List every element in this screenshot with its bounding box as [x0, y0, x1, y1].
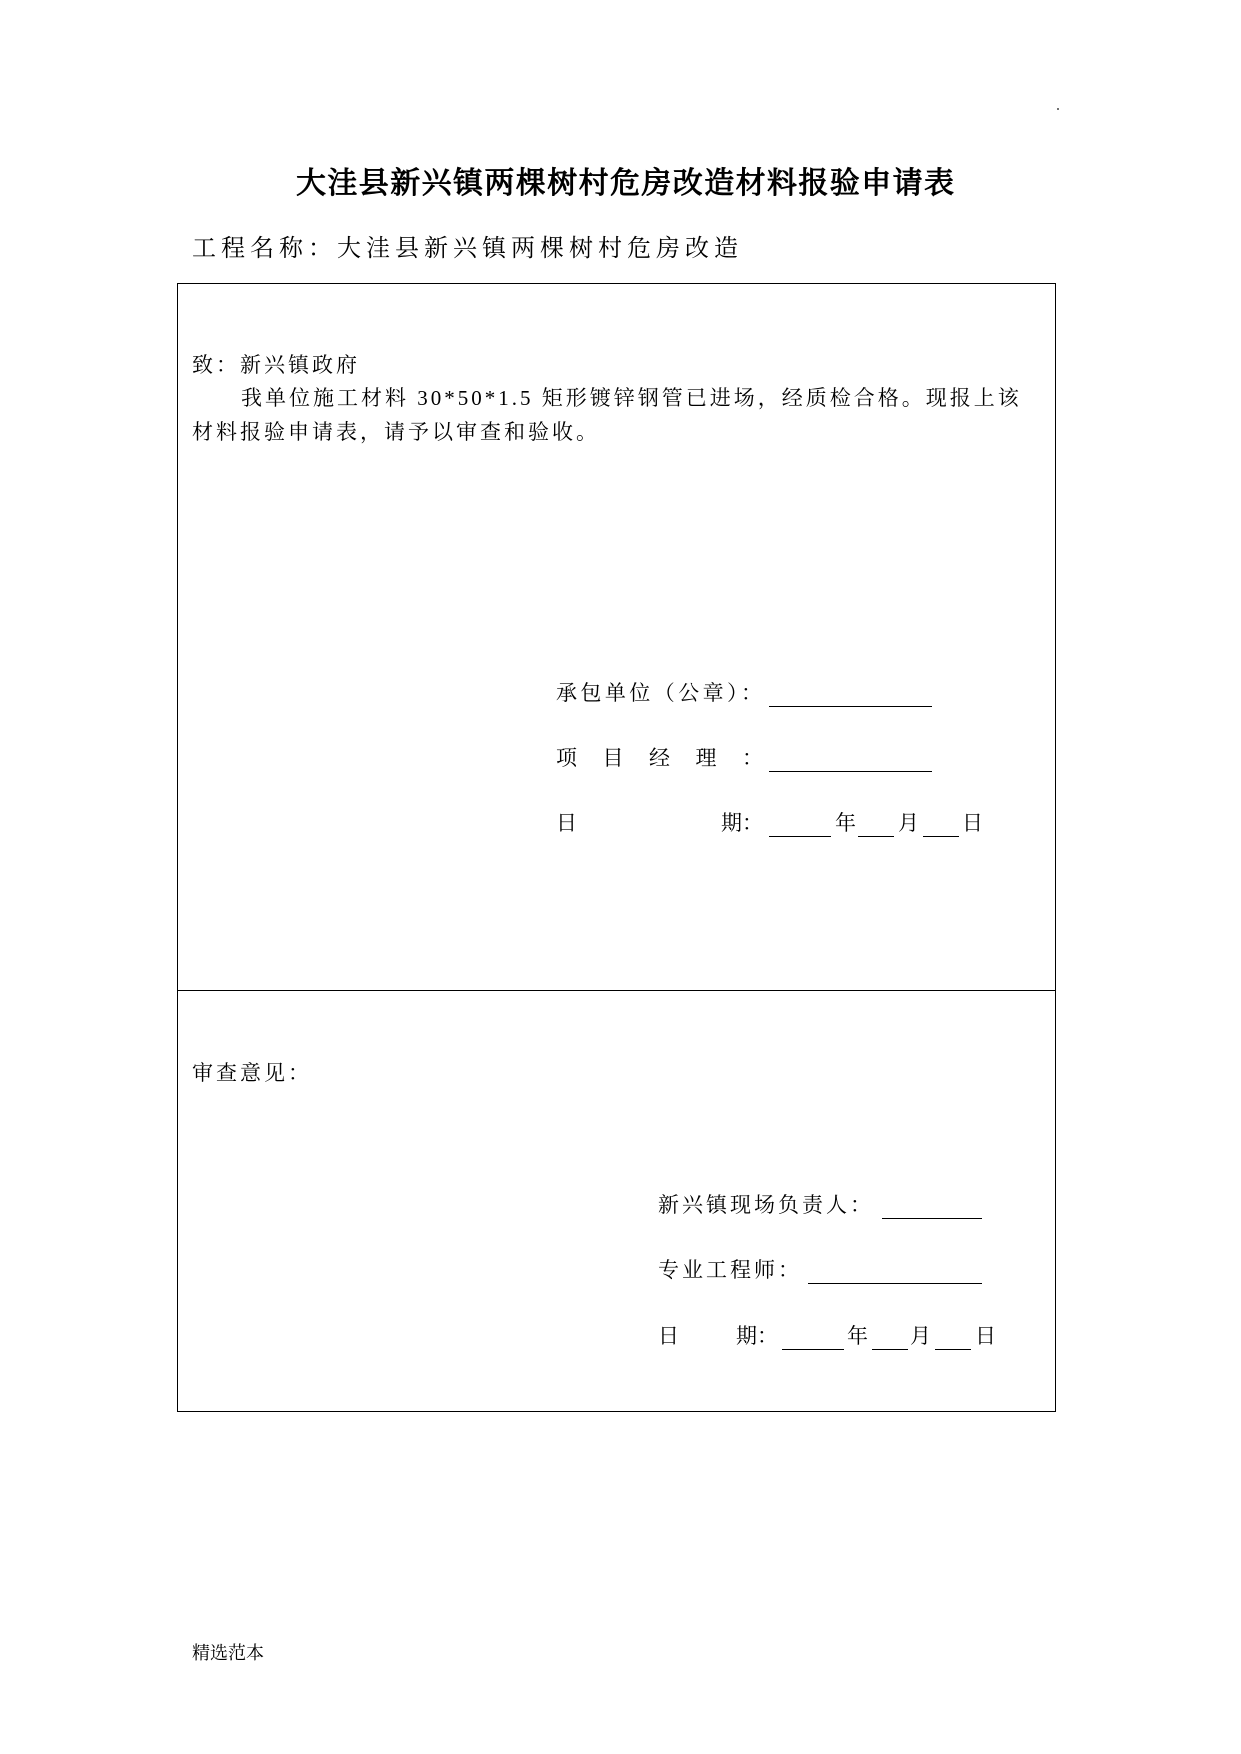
application-section: [177, 283, 1056, 991]
date-label-part: 期：: [721, 811, 763, 835]
footer-text: 精选范本: [192, 1643, 264, 1663]
date-label-part: 日: [556, 811, 577, 835]
contractor-seal-row: [556, 678, 932, 708]
town-site-supervisor-row: [658, 1190, 982, 1220]
review-opinion-label: 审查意见：: [192, 1061, 312, 1085]
day-unit: 日: [962, 811, 983, 835]
month-unit: 月: [898, 811, 919, 835]
year-blank: [782, 1321, 844, 1350]
day-blank: [935, 1321, 971, 1350]
month-blank: [858, 808, 894, 837]
contractor-seal-label: 承包单位（公章）：: [556, 681, 763, 705]
application-body-line: 材料报验申请表，请予以审查和验收。: [192, 420, 600, 444]
month-blank: [872, 1321, 908, 1350]
professional-engineer-blank: [808, 1255, 982, 1284]
application-date-row: [556, 808, 983, 838]
date-label-part: 期：: [736, 1324, 778, 1348]
review-date-row: [658, 1321, 996, 1351]
project-manager-label-char: 理: [695, 746, 717, 770]
review-section: [177, 990, 1056, 1412]
project-name-value: 大洼县新兴镇两棵树村危房改造: [337, 236, 743, 262]
day-blank: [923, 808, 959, 837]
project-name-line: [192, 232, 743, 266]
date-label-part: 日: [658, 1324, 679, 1348]
corner-dot: [1057, 108, 1059, 110]
addressee: 致：新兴镇政府: [192, 353, 360, 377]
year-unit: 年: [835, 811, 856, 835]
project-name-label: 工程名称：: [192, 236, 337, 262]
month-unit: 月: [910, 1324, 931, 1348]
project-manager-label-char: 项: [556, 746, 577, 770]
application-body-line: 我单位施工材料 30*50*1.5 矩形镀锌钢管已进场，经质检合格。现报上该: [241, 386, 1022, 410]
project-manager-blank: [769, 743, 932, 772]
day-unit: 日: [975, 1324, 996, 1348]
year-unit: 年: [847, 1324, 868, 1348]
project-manager-label-char: 经: [649, 746, 670, 770]
year-blank: [769, 808, 831, 837]
project-manager-row: [556, 743, 932, 773]
project-manager-label-char: ：: [742, 746, 763, 770]
project-manager-label: [556, 743, 763, 773]
town-site-supervisor-blank: [882, 1190, 982, 1219]
document-title: 大洼县新兴镇两棵树村危房改造材料报验申请表: [296, 166, 956, 201]
project-manager-label-char: 目: [602, 746, 624, 770]
application-date-label: [556, 808, 763, 838]
review-date-label: [658, 1321, 778, 1351]
town-site-supervisor-label: 新兴镇现场负责人：: [658, 1193, 874, 1217]
professional-engineer-label: 专业工程师：: [658, 1258, 802, 1282]
contractor-seal-blank: [769, 678, 932, 707]
professional-engineer-row: [658, 1255, 982, 1285]
